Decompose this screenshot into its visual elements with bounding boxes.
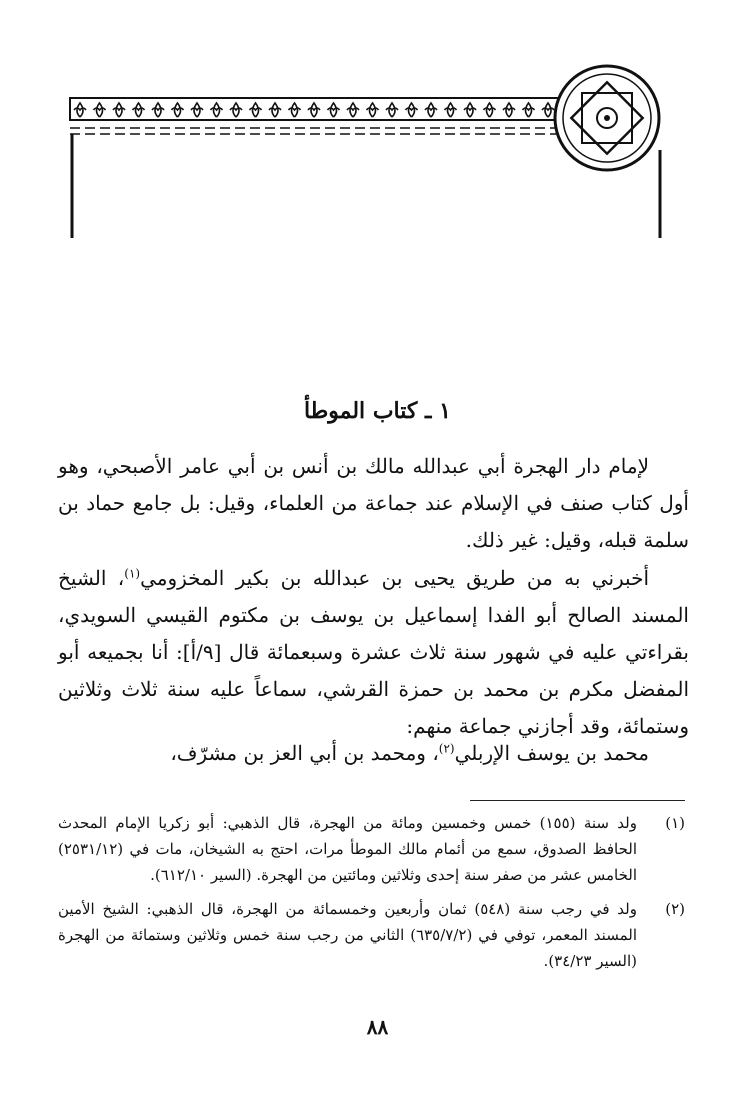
page-number: ٨٨ <box>366 1015 389 1039</box>
floret-motif <box>367 103 379 117</box>
floret-motif <box>94 103 106 117</box>
floret-motif <box>191 103 203 117</box>
teachers-text-rest: ، ومحمد بن أبي العز بن مشرّف، <box>170 741 439 765</box>
footnote-ref-2: (٢) <box>438 741 455 756</box>
footnote-ref-1: (١) <box>124 566 141 581</box>
floret-motif <box>113 103 125 117</box>
floret-motif <box>172 103 184 117</box>
floret-motif <box>386 103 398 117</box>
footnote-text: ولد سنة (١٥٥) خمس وخمسين ومائة من الهجرة، قال الذهبي: أبو زكريا الإمام المحدث الحافظ الصدوق، سمع من أئمام مالك الموطأ مرات، احتج به الشيخان، مات في (٢٥٣١/١٢) الخامس عشر من صفر سنة إحدى وثلاثين ومائتين من الهجرة. (السير ٦١٢/١٠). <box>58 814 637 884</box>
footnote-separator <box>470 800 685 801</box>
floret-motif <box>542 103 554 117</box>
footnotes <box>58 810 685 982</box>
paragraph-intro: لإمام دار الهجرة أبي عبدالله مالك بن أنس بن أبي عامر الأصبحي، وهو أول كتاب صنف في الإسلام عند جماعة من العلماء، وقيل: بل جامع حماد بن سلمة قبله، وقيل: غير ذلك. <box>58 454 689 552</box>
floret-motif <box>425 103 437 117</box>
floret-motif <box>347 103 359 117</box>
floret-motif <box>523 103 535 117</box>
footnote-number: (٢) <box>665 900 685 918</box>
footnote-number: (١) <box>665 814 685 832</box>
floret-motif <box>484 103 496 117</box>
floret-motif <box>289 103 301 117</box>
chain-text-start: أخبرني به من طريق يحيى بن عبدالله بن بكير المخزومي <box>140 566 649 590</box>
medallion-icon <box>555 66 659 170</box>
floret-motif <box>269 103 281 117</box>
chain-text-rest: ، الشيخ المسند الصالح أبو الفدا إسماعيل بن يوسف بن مكتوم القيسي السويدي، بقراءتي عليه في شهور سنة ثلاث عشرة وسبعمائة قال [٩/أ]: أنا بجميعه أبو المفضل مكرم بن محمد بن حمزة القرشي، سماعاً عليه سنة ثلاث وثلاثين وستمائة، وقد أجازني جماعة منهم: <box>58 566 690 738</box>
floret-motif <box>406 103 418 117</box>
floret-motif <box>503 103 515 117</box>
footnote-item <box>58 896 685 974</box>
floret-motif <box>328 103 340 117</box>
floret-motif <box>74 103 86 117</box>
floret-motif <box>152 103 164 117</box>
floret-motif <box>230 103 242 117</box>
floret-motif <box>211 103 223 117</box>
floret-motif <box>445 103 457 117</box>
floral-pattern <box>74 103 554 117</box>
footnote-text: ولد في رجب سنة (٥٤٨) ثمان وأربعين وخمسمائة من الهجرة، قال الذهبي: الشيخ الأمين المسند المعمر، توفي في (٦٣٥/٧/٢) الثاني من رجب سنة خمس وثلاثين وستمائة من الهجرة (السير ٣٤/٢٣). <box>58 900 637 970</box>
floret-motif <box>464 103 476 117</box>
teachers-text-start: محمد بن يوسف الإربلي <box>454 741 649 765</box>
chapter-title: ١ ـ كتاب الموطأ <box>304 398 451 424</box>
paragraph-teachers <box>58 735 689 772</box>
floret-motif <box>250 103 262 117</box>
footnote-item <box>58 810 685 888</box>
decorative-header-frame <box>0 0 755 260</box>
floret-motif <box>133 103 145 117</box>
floret-motif <box>308 103 320 117</box>
paragraph-chain <box>58 560 689 745</box>
